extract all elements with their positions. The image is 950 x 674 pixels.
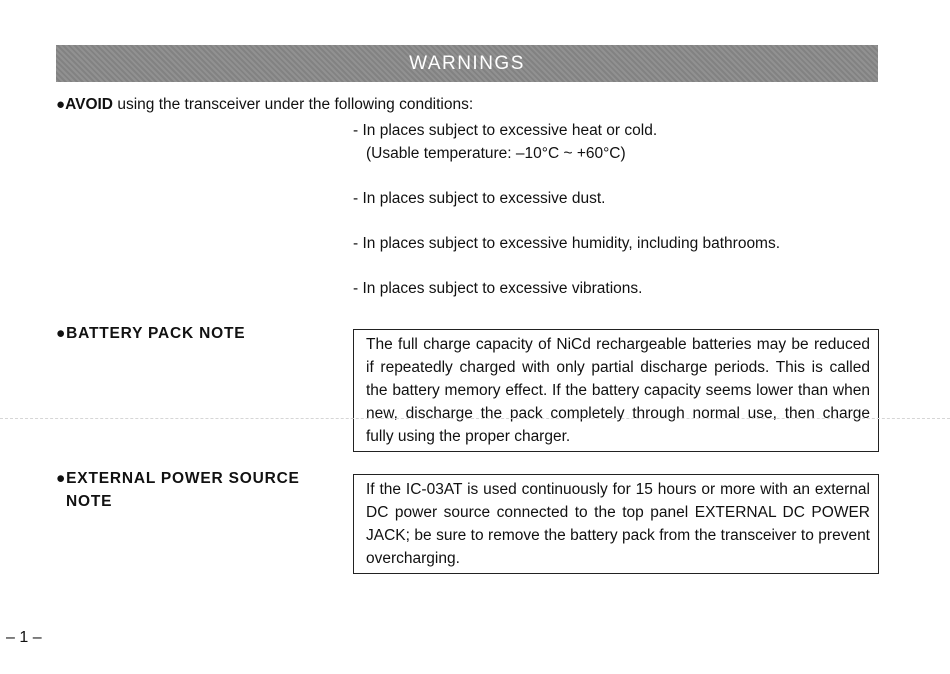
- warnings-banner: [56, 45, 878, 82]
- avoid-text: using the transceiver under the following conditions:: [117, 96, 474, 113]
- external-power-note-text: If the IC-03AT is used continuously for 15 hours or more with an external DC power source connected to the top panel EXTERNAL DC POWER JACK; be sure to remove the battery pack from the transceiver to prevent overcharging.: [366, 481, 870, 567]
- external-power-label-line2: NOTE: [66, 493, 113, 510]
- condition-heat: - In places subject to excessive heat or cold.: [353, 122, 658, 139]
- divider: [0, 418, 950, 419]
- condition-humidity: - In places subject to excessive humidity, including bathrooms.: [353, 235, 781, 252]
- battery-pack-label: ●BATTERY PACK NOTE: [56, 325, 246, 342]
- avoid-statement: [56, 96, 473, 114]
- avoid-keyword: AVOID: [65, 96, 114, 113]
- external-power-label: [56, 467, 300, 513]
- condition-dust: - In places subject to excessive dust.: [353, 190, 606, 207]
- battery-note-text: The full charge capacity of NiCd rechargeable batteries may be reduced if repeatedly charged with only partial discharge periods. This is called the battery memory effect. If the battery capacity seems lower than when new, discharge the pack completely through normal use, then charge fully using the proper charger.: [366, 336, 870, 445]
- bullet-icon: ●: [56, 96, 66, 113]
- external-power-label-line1: ●EXTERNAL POWER SOURCE: [56, 470, 300, 487]
- battery-note-box: [353, 329, 879, 452]
- page-title: WARNINGS: [409, 52, 525, 74]
- condition-temperature: (Usable temperature: –10°C ~ +60°C): [366, 145, 626, 162]
- condition-vibrations: - In places subject to excessive vibrations.: [353, 280, 643, 297]
- external-power-note-box: [353, 474, 879, 574]
- page-number: – 1 –: [6, 629, 42, 646]
